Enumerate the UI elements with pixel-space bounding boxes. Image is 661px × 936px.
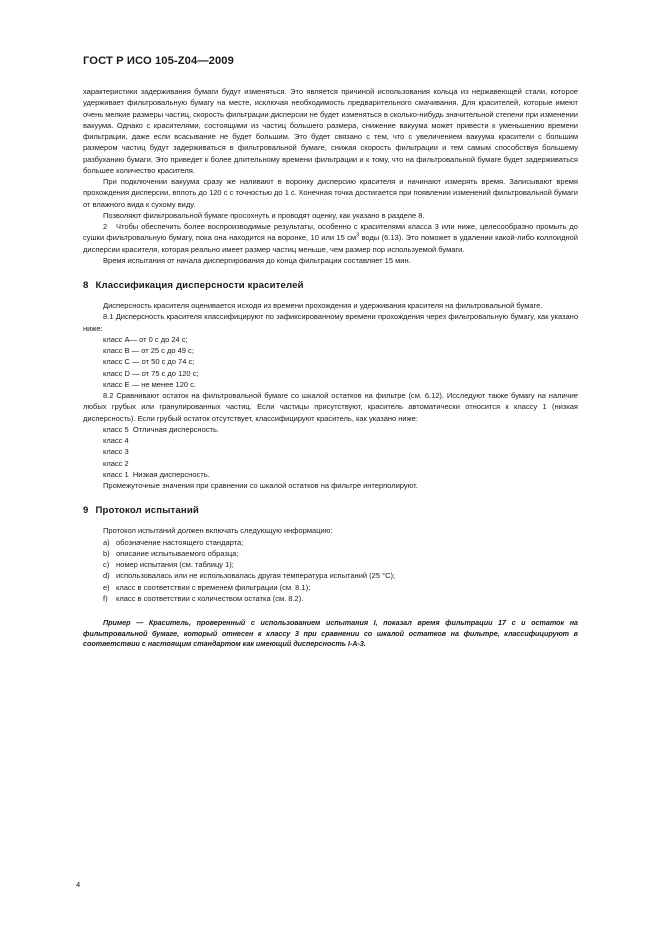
paragraph-test-duration: Время испытания от начала диспергирования до конца фильтрации составляет 15 мин.	[103, 255, 411, 265]
section-8-intro: Дисперсность красителя оценивается исходя из времени прохождения и удерживания красителя на фильтровальной бумаге.	[103, 301, 543, 310]
page-header: ГОСТ Р ИСО 105-Z04—2009	[83, 55, 234, 67]
item-text: обозначение настоящего стандарта;	[116, 537, 244, 547]
report-item-e	[83, 582, 578, 593]
clause-8-2: 8.2 Сравнивают остаток на фильтровальной бумаге со шкалой остатков на фильтре (см. 6.12). Исследуют также бумагу на наличие любых грубых или гранулированных частиц. Если частицы присутствуют, краситель автоматически относится к классу 1 (низкая дисперсность). Если грубый остаток отсутствует, классифицируют краситель, как указано ниже:	[83, 391, 578, 423]
paragraph-vacuum-measure: При подключении вакуума сразу же наливают в воронку дисперсию красителя и начинают измерять время. Записывают время прохождения дисперсии, вплоть до 120 с с точностью до 1 с. Конечная точка достигается при появлении изменений фильтровальной бумаги от влажного вида к сухому виду.	[83, 177, 578, 209]
section-9-number: 9	[83, 505, 89, 517]
example-note: Пример — Краситель, проверенный с использованием испытания I, показал время фильтрации 17 с и остаток на фильтровальной бумаге, который отнесен к классу 3 при сравнении со шкалой остатков на фильтре, классифицируют в соответствии с настоящим стандартом как имеющий дисперсность I-A-3.	[83, 618, 578, 649]
section-9-intro: Протокол испытаний должен включать следующую информацию:	[103, 526, 333, 536]
list-item-class-c: класс C — от 50 с до 74 с;	[103, 357, 195, 367]
list-item-residue-5: класс 5 Отличная дисперсность.	[103, 424, 219, 434]
report-item-c	[83, 559, 578, 570]
item-label: a)	[103, 537, 110, 547]
section-8-number: 8	[83, 280, 89, 291]
spacer	[83, 516, 578, 525]
clause-8-1: 8.1 Дисперсность красителя классифицируют по зафиксированному времени прохождения через фильтровальную бумагу, как указано ниже:	[83, 312, 578, 333]
item-text: класс в соответствии с количеством остатка (см. 8.2).	[116, 593, 304, 603]
item-text: номер испытания (см. таблицу 1);	[116, 560, 234, 569]
item-text: использовалась или не использовалась другая температура испытаний (25 °C);	[116, 571, 396, 581]
item-label: d)	[103, 571, 110, 581]
interpolation-note: Промежуточные значения при сравнении со шкалой остатков на фильтре интерполируют.	[103, 481, 418, 490]
item-label: f)	[103, 593, 108, 603]
paragraph-dry-evaluate: Позволяют фильтровальной бумаге просохнуть и проводят оценку, как указано в разделе 8.	[103, 210, 425, 220]
report-item-f	[83, 593, 578, 604]
paragraph-note-2	[83, 221, 578, 255]
item-text: описание испытываемого образца;	[116, 548, 239, 558]
list-item-class-b: класс B — от 25 с до 49 с;	[103, 346, 194, 355]
list-item-residue-4: класс 4	[103, 436, 129, 445]
list-item-class-e: класс E — не менее 120 с.	[103, 379, 196, 389]
report-item-a	[83, 537, 578, 548]
page-content	[83, 86, 578, 650]
list-item-residue-3: класс 3	[103, 447, 129, 457]
item-label: c)	[103, 560, 110, 569]
report-item-b	[83, 548, 578, 559]
page-number: 4	[76, 880, 81, 889]
section-8-title: Классификация дисперсности красителей	[95, 280, 304, 291]
cubic-exponent: 3	[356, 232, 360, 239]
report-item-d	[83, 570, 578, 581]
spacer	[83, 604, 578, 618]
item-label: e)	[103, 582, 110, 592]
note-text-a: Чтобы обеспечить более воспроизводимые результаты, особенно с красителями класса 3 или ниже, целесообразно промыть до сушки фильтровальную бумагу, пока она находится на воронке, 10 или 15 см	[83, 222, 578, 243]
spacer	[83, 291, 578, 300]
section-8-heading	[83, 280, 578, 291]
list-item-class-a: класс A— от 0 с до 24 с;	[103, 334, 188, 344]
item-text: класс в соответствии с временем фильтрации (см. 8.1);	[116, 582, 311, 592]
section-9-title: Протокол испытаний	[95, 505, 199, 517]
list-item-class-d: класс D — от 75 с до 120 с;	[103, 368, 199, 378]
note-number: 2	[103, 222, 108, 231]
section-9-heading	[83, 505, 578, 516]
list-item-residue-2: класс 2	[103, 458, 129, 468]
note-text-b: воды (6.13). Это поможет в удалении какой-либо коллоидной дисперсии красителя, которая реально имеет размер частиц меньше, чем размер пор используемой бумаги.	[83, 233, 578, 254]
spacer	[83, 266, 578, 280]
item-label: b)	[103, 548, 110, 558]
spacer	[83, 491, 578, 505]
paragraph-continuation: характеристики задерживания бумаги будут изменяться. Это является причиной использования кольца из нержавеющей стали, которое удерживает фильтровальную бумагу на месте, исключая необходимость предварительного смачивания. Для красителей, которые имеют очень мелкие размеры частиц, скорость фильтрации дисперсии не будет изменяться в сколько-нибудь значительной степени при изменении вакуума. Однако с красителями, состоящими из частиц большего размера, снижение вакуума может привести к уменьшению времени фильтрации, даже если всасывание не будет большим. Это будет связано с тем, что с увеличением вакуума красители с большим размером частиц будут задерживаться в фильтровальной бумаге, снижая скорость фильтрации и тем самым способствуя большему разбуханию бумаги. Это приведет к более длительному времени фильтрации и к тому, что на фильтровальной бумаге будет задерживаться большее количество красителя.	[83, 87, 578, 175]
list-item-residue-1: класс 1 Низкая дисперсность.	[103, 469, 210, 479]
